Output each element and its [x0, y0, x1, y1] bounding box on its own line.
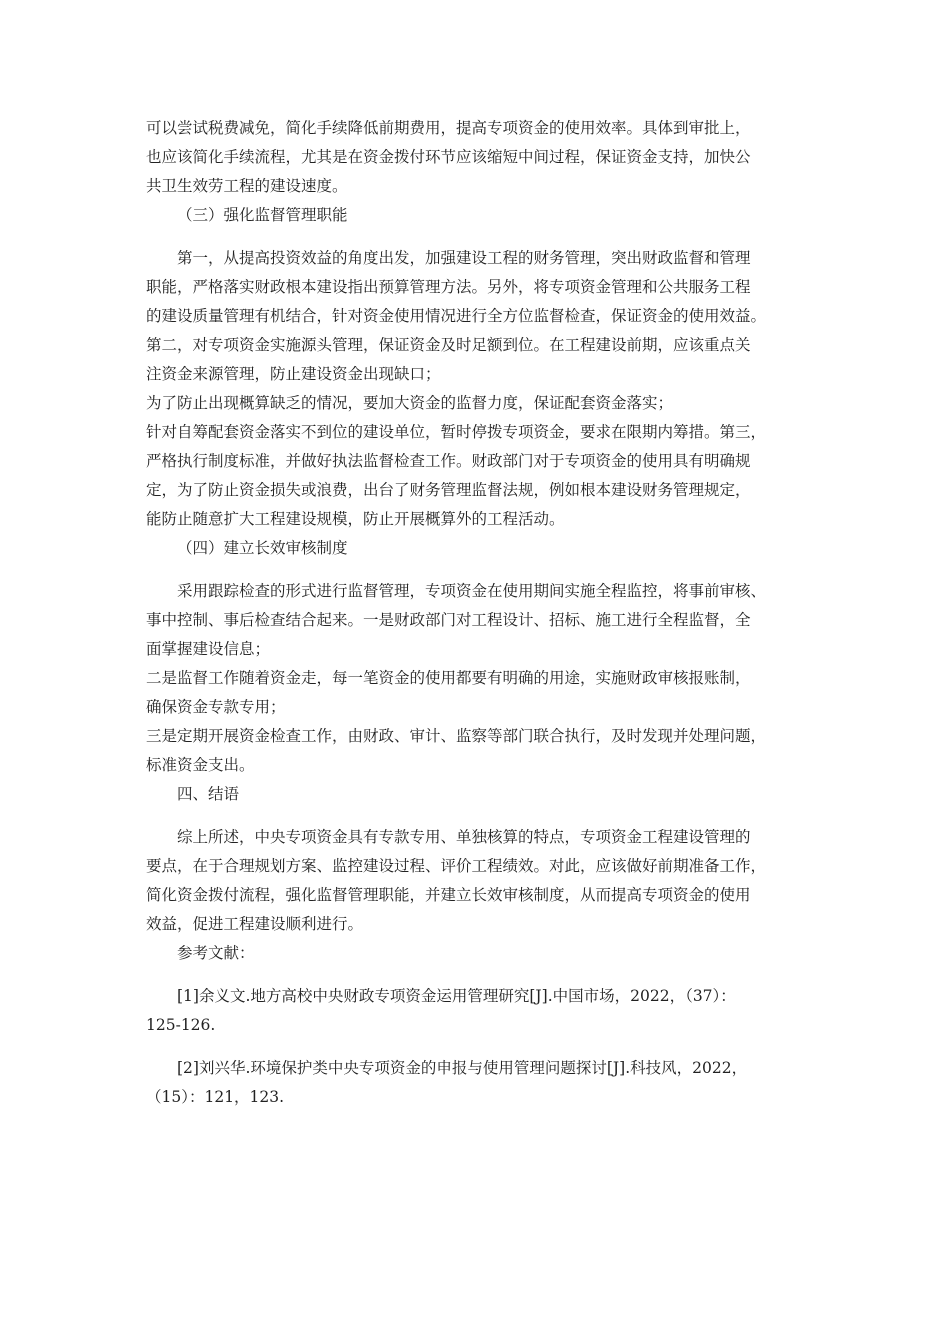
text-line: 要点，在于合理规划方案、监控建设过程、评价工程绩效。对此，应该做好前期准备工作， [146, 857, 767, 875]
text-line: 标准资金支出。 [146, 756, 255, 774]
text-line: 严格执行制度标准，并做好执法监督检查工作。财政部门对于专项资金的使用具有明确规 [146, 452, 751, 470]
text-line: 注资金来源管理，防止建设资金出现缺口； [146, 365, 441, 383]
text-line: 可以尝试税费减免，简化手续降低前期费用，提高专项资金的使用效率。具体到审批上， [146, 119, 751, 137]
text-line: 三是定期开展资金检查工作，由财政、审计、监察等部门联合执行，及时发现并处理问题， [146, 727, 767, 745]
paragraph-audit-system [146, 577, 806, 780]
text-line: [2]刘兴华.环境保护类中央专项资金的申报与使用管理问题探讨[J].科技风，2022， [177, 1059, 748, 1077]
text-line: 针对自筹配套资金落实不到位的建设单位，暂时停拨专项资金，要求在限期内筹措。第三， [146, 423, 767, 441]
text-line: 第一，从提高投资效益的角度出发，加强建设工程的财务管理，突出财政监督和管理 [177, 249, 751, 267]
section-heading-conclusion: 四、结语 [177, 785, 240, 803]
text-line: 效益，促进工程建设顺利进行。 [146, 915, 364, 933]
text-line: （15）：121，123. [146, 1088, 285, 1106]
text-line: 的建设质量管理有机结合，针对资金使用情况进行全方位监督检查，保证资金的使用效益。 [146, 307, 767, 325]
text-line: 为了防止出现概算缺乏的情况，要加大资金的监督力度，保证配套资金落实； [146, 394, 674, 412]
text-line: 面掌握建设信息； [146, 640, 271, 658]
references-heading: 参考文献： [177, 944, 255, 962]
text-line: 也应该简化手续流程，尤其是在资金拨付环节应该缩短中间过程，保证资金支持，加快公 [146, 148, 751, 166]
reference-item-1 [146, 982, 806, 1040]
text-line: 二是监督工作随着资金走，每一笔资金的使用都要有明确的用途，实施财政审核报账制， [146, 669, 751, 687]
reference-item-2 [146, 1054, 806, 1112]
paragraph-funding-simplification [146, 114, 806, 201]
text-line: 确保资金专款专用； [146, 698, 286, 716]
paragraph-conclusion [146, 823, 806, 939]
text-line: 事中控制、事后检查结合起来。一是财政部门对工程设计、招标、施工进行全程监督，全 [146, 611, 751, 629]
text-line: 共卫生效劳工程的建设速度。 [146, 177, 348, 195]
text-line: 综上所述，中央专项资金具有专款专用、单独核算的特点，专项资金工程建设管理的 [177, 828, 751, 846]
text-line: 采用跟踪检查的形式进行监督管理，专项资金在使用期间实施全程监控，将事前审核、 [177, 582, 767, 600]
paragraph-supervision [146, 244, 806, 534]
text-line: 第二，对专项资金实施源头管理，保证资金及时足额到位。在工程建设前期，应该重点关 [146, 336, 751, 354]
text-line: 简化资金拨付流程，强化监督管理职能，并建立长效审核制度，从而提高专项资金的使用 [146, 886, 751, 904]
section-heading-3: （三）强化监督管理职能 [177, 206, 348, 224]
section-heading-4: （四）建立长效审核制度 [177, 539, 348, 557]
text-line: 定，为了防止资金损失或浪费，出台了财务管理监督法规，例如根本建设财务管理规定， [146, 481, 751, 499]
text-line: 职能，严格落实财政根本建设指出预算管理方法。另外，将专项资金管理和公共服务工程 [146, 278, 751, 296]
text-line: 125-126. [146, 1016, 216, 1034]
text-line: [1]余义文.地方高校中央财政专项资金运用管理研究[J].中国市场，2022，（37）： [177, 987, 736, 1005]
document-page [146, 114, 806, 1112]
text-line: 能防止随意扩大工程建设规模，防止开展概算外的工程活动。 [146, 510, 565, 528]
